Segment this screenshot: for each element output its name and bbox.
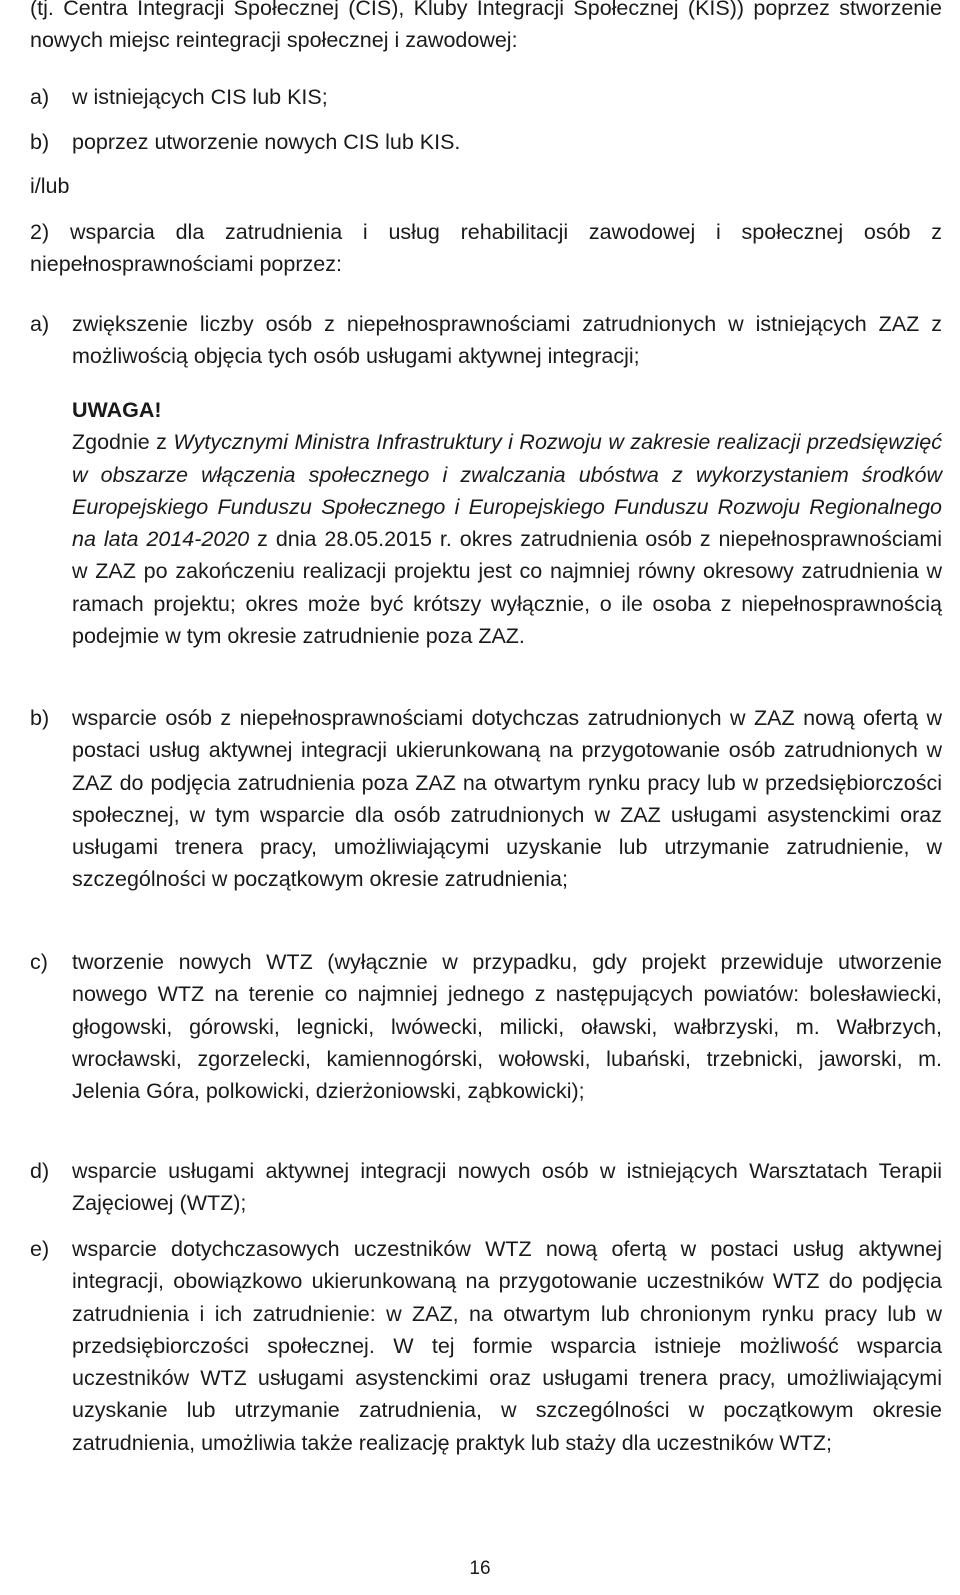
point-2	[30, 216, 942, 282]
list-item-b	[30, 702, 942, 928]
list-item-c	[30, 946, 942, 1140]
list-label: a)	[30, 85, 50, 109]
point-label: 2)	[30, 220, 50, 244]
note-guidelines-title: Wytycznymi Ministra Infrastruktury i Rozwoju w zakresie realizacji przedsięwzięć w obszarze włączenia społecznego i zwalczania ubóstwa z wykorzystaniem środków Europejskiego Funduszu Społecznego i Europejskiego Funduszu Rozwoju Regionalnego na lata 2014-2020	[72, 430, 942, 552]
note-body	[72, 426, 942, 652]
list-label: c)	[30, 950, 48, 974]
note-lead: Zgodnie z	[72, 430, 174, 455]
list-item-d	[30, 1155, 942, 1221]
list-label: d)	[30, 1159, 50, 1183]
note-title: UWAGA!	[72, 398, 162, 422]
list-text: wsparcie usługami aktywnej integracji nowych osób w istniejących Warsztatach Terapii Zajęciowej (WTZ);	[72, 1159, 942, 1216]
note-block	[72, 394, 942, 652]
intro-list-item	[30, 126, 942, 159]
list-label: b)	[30, 130, 50, 154]
list-text: wsparcie dotychczasowych uczestników WTZ nową ofertą w postaci usług aktywnej integracji, obowiązkowo ukierunkowaną na przygotowanie uczestników WTZ do podjęcia zatrudnienia i ich zatrudnienie: w ZAZ, na otwartym lub chronionym rynku pracy lub w przedsiębiorczości społecznej. W tej formie wsparcia istnieje możliwość wsparcia uczestników WTZ usługami asystenckimi oraz usługami trenera pracy, umożliwiającymi uzyskanie lub utrzymanie zatrudnienia, w szczególności w początkowym okresie zatrudnienia, umożliwia także realizację praktyk lub staży dla uczestników WTZ;	[72, 1237, 942, 1455]
list-label: a)	[30, 312, 50, 336]
list-text: poprzez utworzenie nowych CIS lub KIS.	[72, 130, 461, 154]
intro-paragraph: (tj. Centra Integracji Społecznej (CIS), Kluby Integracji Społecznej (KIS)) poprzez stworzenie nowych miejsc reintegracji społecznej i zawodowej:	[30, 0, 942, 53]
list-text: wsparcie osób z niepełnosprawnościami dotychczas zatrudnionych w ZAZ nową ofertą w postaci usług aktywnej integracji ukierunkowaną na przygotowanie osób zatrudnionych w ZAZ do podjęcia zatrudnienia poza ZAZ na otwartym rynku pracy lub w przedsiębiorczości społecznej, w tym wsparcie dla osób zatrudnionych w ZAZ usługami asystenckimi oraz usługami trenera pracy, umożliwiającymi uzyskanie lub utrzymanie zatrudnienie, w szczególności w początkowym okresie zatrudnienia;	[72, 706, 942, 892]
list-text: zwiększenie liczby osób z niepełnosprawnościami zatrudnionych w istniejących ZAZ z możliwością objęcia tych osób usługami aktywnej integracji;	[72, 312, 942, 369]
note-rest: z dnia 28.05.2015 r. okres zatrudnienia osób z niepełnosprawnościami w ZAZ po zakończeniu realizacji projektu jest co najmniej równy okresowy zatrudnienia w ramach projektu; okres może być krótszy wyłącznie, o ile osoba z niepełnosprawnością podejmie w tym okresie zatrudnienie poza ZAZ.	[72, 527, 942, 649]
connector-text: i/lub	[30, 174, 70, 198]
list-text: w istniejących CIS lub KIS;	[72, 85, 328, 109]
point-text: wsparcia dla zatrudnienia i usług rehabilitacji zawodowej i społecznej osób z niepełnosprawnościami poprzez:	[30, 220, 942, 277]
list-item-a	[30, 308, 942, 374]
list-text: tworzenie nowych WTZ (wyłącznie w przypadku, gdy projekt przewiduje utworzenie nowego WTZ na terenie co najmniej jednego z następujących powiatów: bolesławiecki, głogowski, górowski, legnicki, lwówecki, milicki, oławski, wałbrzyski, m. Wałbrzych, wrocławski, zgorzelecki, kamiennogórski, wołowski, lubański, trzebnicki, jaworski, m. Jelenia Góra, polkowicki, dzierżoniowski, ząbkowicki);	[72, 950, 942, 1104]
page-number: 16	[469, 1558, 491, 1579]
intro-list-item	[30, 81, 942, 114]
list-label: b)	[30, 706, 50, 730]
list-item-e	[30, 1233, 942, 1523]
list-label: e)	[30, 1237, 50, 1261]
